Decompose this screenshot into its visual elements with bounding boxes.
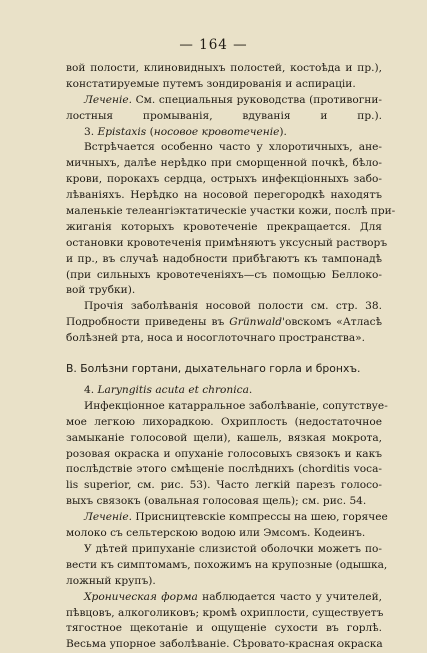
text-line: (при сильныхъ кровотеченіяхъ—съ помощью Беллоко- bbox=[66, 268, 382, 281]
text-line: болѣзней рта, носа и носоглоточнаго пространства». bbox=[66, 332, 366, 345]
text-run: ). bbox=[279, 125, 287, 138]
text-line: и пр., въ случаѣ надобности прибѣгаютъ къ тампонадѣ bbox=[66, 252, 382, 265]
text-run: См. специальныя руководства (противогни- bbox=[131, 93, 382, 106]
text-line: пѣвцовъ, алкоголиковъ; кромѣ охриплости, существуетъ bbox=[66, 606, 384, 619]
text-run: 'овскомъ «Атласѣ bbox=[282, 316, 382, 329]
section-heading: B. Болѣзни гортани, дыхательнаго горла и бронхъ. bbox=[66, 362, 361, 376]
text-line bbox=[66, 510, 388, 526]
text-line: тягостное щекотаніе и ощущеніе сухости въ горлѣ. bbox=[66, 622, 382, 635]
text-line: мое легкою лихорадкою. Охриплость (недостаточное bbox=[66, 415, 382, 428]
italic-run: Леченіе. bbox=[84, 93, 132, 106]
text-line: Прочія заболѣванія носовой полости см. стр. 38. bbox=[84, 300, 382, 313]
text-line bbox=[66, 590, 382, 606]
text-run: . bbox=[248, 384, 253, 397]
text-line: лостныя промыванія, вдуванія и пр.). bbox=[66, 109, 382, 122]
page-number: — 164 — bbox=[179, 37, 248, 53]
text-line: лѣваніяхъ. Нерѣдко на носовой перегородкѣ находятъ bbox=[66, 189, 382, 202]
text-run: наблюдается часто у учителей, bbox=[197, 590, 382, 603]
text-line: послѣдствіе этого смѣщеніе послѣднихъ (chorditis voca- bbox=[66, 463, 382, 476]
text-run: Подробности приведены въ bbox=[66, 316, 230, 329]
text-line: вести къ симптомамъ, похожимъ на крупозные (одышка, bbox=[66, 558, 388, 571]
text-line bbox=[66, 125, 382, 141]
italic-run: Хроническая форма bbox=[84, 590, 198, 603]
text-line: У дѣтей припуханіе слизистой оболочки можетъ по- bbox=[84, 542, 382, 555]
italic-run: носовое кровотеченіе bbox=[153, 125, 280, 138]
text-line: констатируемые путемъ зондированія и аспираціи. bbox=[66, 77, 356, 90]
italic-run: Леченіе. bbox=[84, 511, 132, 524]
text-line: ложный крупъ). bbox=[66, 574, 156, 587]
text-line: остановки кровотеченія примѣняютъ уксусный растворъ bbox=[66, 236, 388, 249]
text-line: крови, порокахъ сердца, острыхъ инфекціонныхъ забо- bbox=[66, 173, 382, 186]
text-line bbox=[66, 383, 382, 399]
text-run: ( bbox=[146, 125, 154, 138]
page-body-text bbox=[66, 61, 396, 653]
italic-run: Grünwald bbox=[229, 316, 283, 329]
text-line: Весьма упорное заболѣваніе. Сѣровато-красная окраска bbox=[66, 638, 383, 651]
italic-run: Laryngitis acuta et chronica bbox=[97, 384, 249, 397]
text-line: выхъ связокъ (овальная голосовая щель); см. рис. 54. bbox=[66, 495, 367, 508]
text-line bbox=[66, 93, 382, 109]
text-run: Присництевскіе компрессы на шею, горячее bbox=[131, 511, 388, 524]
text-line: мичныхъ, далѣе нерѣдко при сморщенной почкѣ, бѣло- bbox=[66, 157, 382, 170]
text-line: маленькіе телеангіэктатическіе участки кожи, послѣ при- bbox=[66, 205, 396, 218]
text-line: вой полости, клиновидныхъ полостей, костоѣда и пр.), bbox=[66, 62, 382, 74]
italic-run: Epistaxis bbox=[97, 125, 147, 138]
text-run: 3. bbox=[84, 125, 98, 138]
text-line: замыканіе голосовой щели), кашель, вязкая мокрота, bbox=[66, 431, 382, 444]
text-line: розовая окраска и опуханіе голосовыхъ связокъ и какъ bbox=[66, 447, 382, 460]
text-line: вой трубки). bbox=[66, 284, 136, 297]
text-line: молоко съ сельтерскою водою или Эмсомъ. Кодеинъ. bbox=[66, 527, 366, 540]
text-line: Встрѣчается особенно часто у хлоротичныхъ, ане- bbox=[84, 141, 382, 154]
text-line: жиганія которыхъ кровотеченіе прекращается. Для bbox=[66, 220, 382, 233]
text-line: Инфекціонное катарральное заболѣваніе, сопутствуе- bbox=[84, 399, 388, 412]
text-line bbox=[66, 315, 382, 331]
text-run: 4. bbox=[84, 384, 98, 397]
text-line: lis superior, см. рис. 53). Часто легкій парезъ голосо- bbox=[66, 479, 382, 492]
